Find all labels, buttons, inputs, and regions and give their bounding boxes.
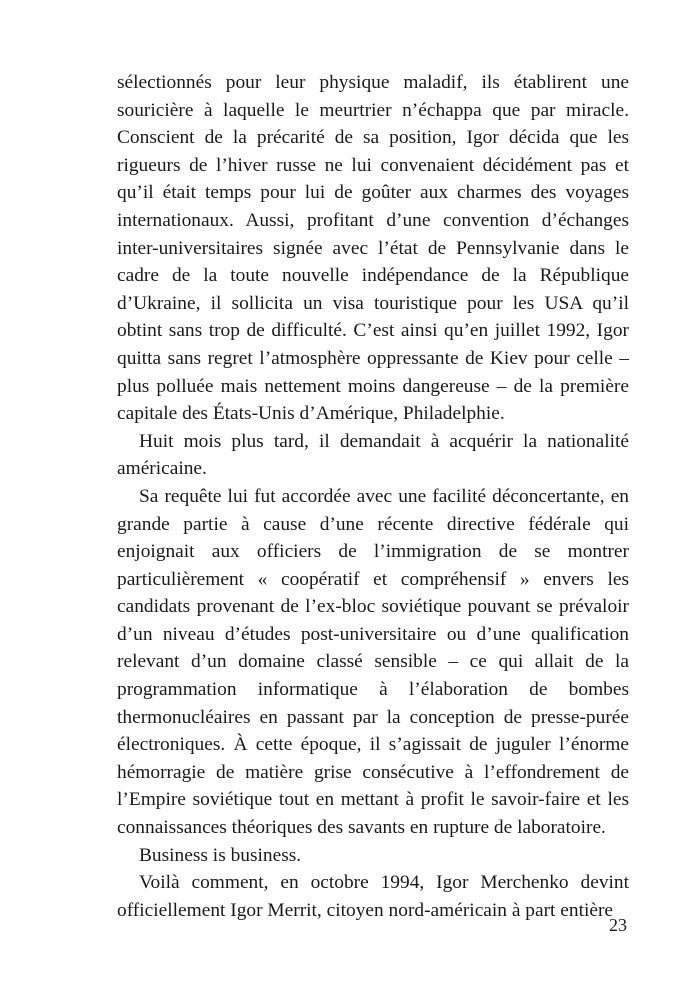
paragraph-request: Sa requête lui fut accordée avec une facilité déconcertante, en grande partie à cause d’une récente directive fédérale qui enjoignait aux officiers de l’immigration de se montrer particulièrement « coopératif et compréhensif » envers les candidats provenant de l’ex-bloc soviétique pouvant se prévaloir d’un niveau d’études post-universitaire ou d’une qualification relevant d’un domaine classé sensible – ce qui allait de la programmation informatique à l’élaboration de bombes thermonucléaires en passant par la conception de presse-purée électroniques. À cette époque, il s’agissait de juguler l’énorme hémorragie de matière grise consécutive à l’effondrement de l’Empire soviétique tout en mettant à profit le savoir-faire et les connaissances théoriques des savants en rupture de laboratoire. (117, 485, 629, 839)
paragraph-conclusion: Voilà comment, en octobre 1994, Igor Merchenko devint officiellement Igor Merrit, citoyen nord-américain à part entière (117, 872, 629, 921)
page-number: 23 (609, 915, 627, 935)
paragraph-nationality: Huit mois plus tard, il demandait à acquérir la nationalité américaine. (117, 430, 629, 480)
paragraph-business: Business is business. (139, 844, 302, 866)
body-text (117, 69, 629, 924)
paragraph-continuation: sélectionnés pour leur physique maladif, ils établirent une souricière à laquelle le meurtrier n’échappa que par miracle. Conscient de la précarité de sa position, Igor décida que les rigueurs de l’hiver russe ne lui convenaient décidément pas et qu’il était temps pour lui de goûter aux charmes des voyages internationaux. Aussi, profitant d’une convention d’échanges inter-universitaires signée avec l’état de Pennsylvanie dans le cadre de la toute nouvelle indépendance de la République d’Ukraine, il sollicita un visa touristique pour les USA qu’il obtint sans trop de difficulté. C’est ainsi qu’en juillet 1992, Igor quitta sans regret l’atmosphère oppressante de Kiev pour celle – plus polluée mais nettement moins dangereuse – de la première capitale des États-Unis d’Amérique, Philadelphie. (117, 72, 629, 425)
